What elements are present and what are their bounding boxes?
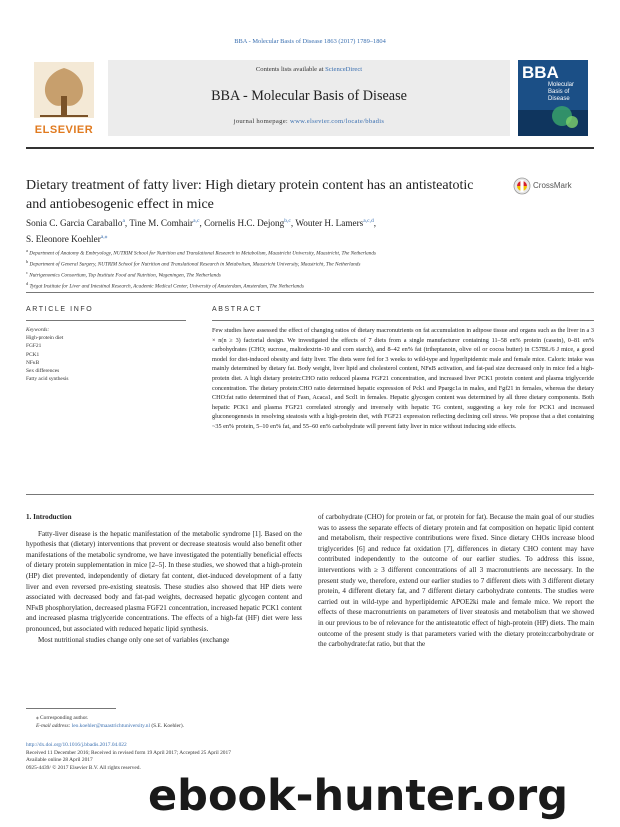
copyright-line: 0925-4439/ © 2017 Elsevier B.V. All rights reserved. xyxy=(26,764,141,771)
abstract-rule xyxy=(212,320,594,321)
keyword-item: Sex differences xyxy=(26,368,60,375)
affiliation-divider xyxy=(26,292,594,293)
watermark xyxy=(118,770,598,820)
keywords-label: Keywords: xyxy=(26,327,50,333)
author-list xyxy=(26,214,594,246)
footnote-rule xyxy=(26,708,116,709)
cover-subtitle-1: Molecular xyxy=(548,82,575,88)
watermark-text: ebook-hunter.org xyxy=(148,771,568,820)
journal-homepage-line: journal homepage: www.elsevier.com/locate/bbadis xyxy=(233,118,385,125)
article-title: Dietary treatment of fatty liver: High dietary protein content has an antisteatotic and antiobesogenic effect in mice xyxy=(26,178,474,212)
keyword-item: High-protein diet xyxy=(26,335,64,342)
keyword-item: FGF21 xyxy=(26,343,42,350)
journal-citation-line[interactable]: BBA - Molecular Basis of Disease 1863 (2017) 1789–1804 xyxy=(234,38,386,45)
keywords-block xyxy=(26,326,186,383)
online-date: Available online 28 April 2017 xyxy=(26,757,93,764)
author-3: Cornelis H.C. Dejong$^{b,c}$, xyxy=(204,218,296,229)
affiliation-a: $^a$ Department of Anatomy & Embryology, NUTRIM School for Nutrition and Translational Research in Metabolism, Maastricht University, Maastricht, The Netherlands xyxy=(26,248,376,257)
author-2-affil-mark[interactable]: a,c xyxy=(193,218,200,224)
cover-subtitle-3: Disease xyxy=(548,96,570,102)
affiliations xyxy=(26,247,594,292)
body-right-column xyxy=(318,512,594,650)
crossmark-badge[interactable] xyxy=(512,176,594,196)
watermark-text-svg xyxy=(118,770,598,820)
cover-subtitle-2: Basis of xyxy=(548,89,570,95)
body-paragraph: Most nutritional studies change only one set of variables (exchange xyxy=(38,635,230,644)
email-note: E-mail address: leo.koehler@maastrichtuniversity.nl (S.E. Koehler). xyxy=(36,723,184,729)
abstract-bottom-rule xyxy=(26,494,594,495)
article-info-rule xyxy=(26,320,186,321)
author-1: Sonia C. Garcia Caraballo$^a$, xyxy=(26,218,130,229)
keyword-item: PCK1 xyxy=(26,351,40,358)
elsevier-logo xyxy=(26,60,102,136)
introduction-heading: 1. Introduction xyxy=(26,513,72,521)
journal-title-box xyxy=(108,60,510,136)
author-5-affil-mark[interactable]: a,⁎ xyxy=(100,234,108,241)
author-4: Wouter H. Lamers$^{a,c,d}$, xyxy=(295,218,377,229)
author-3-affil-mark[interactable]: b,c xyxy=(284,218,291,224)
article-info-heading: ARTICLE INFO xyxy=(26,306,94,313)
journal-title: BBA - Molecular Basis of Disease xyxy=(211,88,407,104)
publication-info xyxy=(26,742,326,772)
abstract-heading: ABSTRACT xyxy=(212,306,263,313)
author-4-affil-mark[interactable]: a,c,d xyxy=(363,218,374,224)
crossmark-label: CrossMark xyxy=(533,181,572,190)
journal-masthead xyxy=(26,60,596,136)
body-left-column xyxy=(26,512,302,645)
cover-title: BBA xyxy=(522,63,559,82)
contents-line: Contents lists available at ScienceDirect xyxy=(255,66,363,73)
affiliation-c: $^c$ Nutrigenomics Consortium, Top Institute Food and Nutrition, Wageningen, The Netherlands xyxy=(26,270,221,280)
journal-cover xyxy=(518,60,588,136)
journal-cover-image xyxy=(518,60,588,136)
journal-homepage-link[interactable]: www.elsevier.com/locate/bbadis xyxy=(290,118,385,125)
abstract-text: Few studies have assessed the effect of changing ratios of dietary macronutrients on fat accumulation in adipose tissue and organs such as the liver in a 3 × n(n ≥ 3) factorial design. We investigated the effects of 7 diets from a single manufacturer containing 11–58 en% protein (casein), 0–81 en% carbohydrates (CHO; sucrose, maltodextrin-10 and corn starch), and 8–42 en% fat (triheptanoin, olive oil or cocoa butter) in C57BL/6 J mice, a good model for diet-induced obesity and fatty liver. The diets were fed for 3 weeks to wild-type and hyperlipidemic male and female mice. Caloric intake was mainly determined by dietary fat. Body weight, liver lipid and cholesterol content, NFκB activation, and fat-pad size decreased only in mice fed a high-protein diet. A high dietary protein:CHO ratio reduced plasma FGF21 concentration, and increased liver PCK1 protein content and plasma triglyceride concentration. The dietary protein:CHO ratio determined hepatic expression of Pck1 and Ppargc1a in males, and Fgf21 in females, whereas the dietary CHO:fat ratio determined that of Fasn, Acaca1, and Scd1 in females. Hepatic glycogen content was determined by all three dietary components. Both hepatic PCK1 and plasma FGF21 correlated strongly and inversely with hepatic TG content, suggesting a key role for PCK1 and increased gluconeogenesis in resolving steatosis with a high-protein diet, with FGF21 expression reflecting declining cell stress. We propose that a diet containing ~35 en% protein, 5–10 en% fat, and 55–60 en% carbohydrate will prevent fatty liver in mice without inducing side effects. xyxy=(212,327,594,430)
footnotes xyxy=(26,714,302,730)
masthead-divider xyxy=(26,147,594,149)
corresponding-author-note: ⁎ Corresponding author. xyxy=(36,715,89,721)
doi-link[interactable]: http://dx.doi.org/10.1016/j.bbadis.2017.04.022 xyxy=(26,742,127,748)
author-2: Tine M. Comhair$^{a,c}$, xyxy=(129,218,205,229)
publisher-name: ELSEVIER xyxy=(34,124,94,136)
sciencedirect-link[interactable]: ScienceDirect xyxy=(325,66,363,73)
body-paragraph: Fatty-liver disease is the hepatic manifestation of the metabolic syndrome [1]. Based on the hypothesis that (dietary) interventions that prevent or decrease steatosis would also benefit other manifestations of the metabolic syndrome, we have investigated the potentially beneficial effects of dietary protein supplementation in mice [2–5]. In these studies, we showed that a high-protein (HP) diet prevented, independently of dietary fat content, diet-induced development of a fatty liver and even reversed pre-existing steatosis. These studies also showed that HP diets were associated with decreased body and fat-pad weights, decreased hepatic glycogen content and NFκB phosphorylation, decreased plasma FGF21 concentration, increased hepatic PCK1 content and increased plasma triglyceride concentrations. The effects of a high-fat (HF) diet were less pronounced, but associated with reduced hepatic lipid synthesis. xyxy=(26,529,302,633)
keyword-item: Fatty acid synthesis xyxy=(26,376,69,383)
affiliation-d: $^d$ Tytgat Institute for Liver and Intestinal Research, Academic Medical Center, University of Amsterdam, Amsterdam, The Netherlands xyxy=(26,281,304,291)
affiliation-b: $^b$ Department of General Surgery, NUTRIM School for Nutrition and Translational Research in Metabolism, Maastricht University, Maastricht, The Netherlands xyxy=(26,259,361,268)
body-paragraph: of carbohydrate (CHO) for protein or fat, or protein for fat). Because the main goal of our studies was to assess the separate effects of dietary protein and fat composition on hepatic lipid content and metabolism, their respective contributions were fixed. Since dietary CHOs increase blood triglycerides [6] and reduce fat oxidation [7], differences in dietary CHO content may have contributed independently to the outcome of our earlier studies. To address this issue, interventions with ≥ 3 different concentrations of all 3 macronutrients are necessary. In the present study we, therefore, extend our earlier studies to 7 different diets with 3 different dietary protein, 4 different dietary fat, and 7 different dietary carbohydrate contents. The studies were carried out in wild-type and hyperlipidemic APOE2ki male and female mice. We report the effects of these macronutrients on parameters of liver steatosis and metabolism that we showed in our previous to be of relevance for the antisteatotic effect of high-protein (HP) diets. The main outcome of the present study is that parameters varied with the dietary protein:carbohydrate or the carbohydrate:fat ratio, but that the xyxy=(318,513,594,649)
keyword-item: NFκB xyxy=(26,359,40,366)
elsevier-tree-icon xyxy=(26,60,102,122)
author-email-link[interactable]: leo.koehler@maastrichtuniversity.nl xyxy=(71,723,150,729)
author-1-affil-mark[interactable]: a xyxy=(122,218,125,224)
received-dates: Received 11 December 2016; Received in revised form 19 April 2017; Accepted 25 April 2017 xyxy=(26,749,231,756)
author-5: S. Eleonore Koehler$^{a,⁎}$ xyxy=(26,234,108,245)
